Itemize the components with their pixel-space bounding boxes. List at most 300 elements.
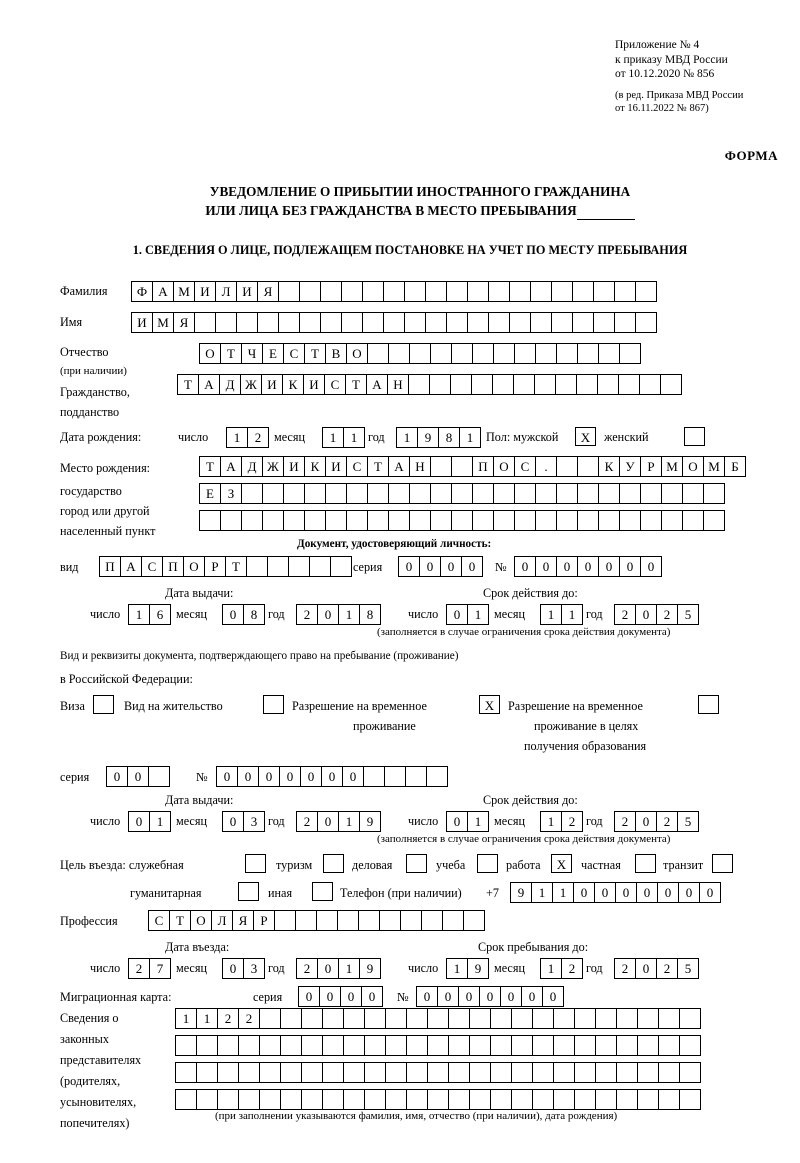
char-box[interactable]: П (99, 556, 121, 577)
char-box[interactable] (635, 312, 657, 333)
char-box[interactable] (426, 766, 448, 787)
char-box[interactable] (175, 1062, 197, 1083)
char-box[interactable]: 0 (317, 604, 339, 625)
char-box[interactable]: 1 (175, 1008, 197, 1029)
char-box[interactable] (530, 312, 552, 333)
char-box[interactable]: 1 (467, 811, 489, 832)
char-box[interactable] (299, 312, 321, 333)
char-box[interactable]: 0 (521, 986, 543, 1007)
char-box[interactable] (346, 510, 368, 531)
char-box[interactable] (341, 312, 363, 333)
char-box[interactable] (309, 556, 331, 577)
char-box[interactable]: 0 (699, 882, 721, 903)
stay-until-year-boxes[interactable] (614, 958, 698, 979)
char-box[interactable]: 1 (459, 427, 481, 448)
char-box[interactable]: И (236, 281, 258, 302)
char-box[interactable]: А (120, 556, 142, 577)
char-box[interactable] (553, 1035, 575, 1056)
char-box[interactable]: 1 (540, 958, 562, 979)
char-box[interactable] (385, 1008, 407, 1029)
char-box[interactable] (532, 1035, 554, 1056)
char-box[interactable] (448, 1089, 470, 1110)
char-box[interactable]: Б (724, 456, 746, 477)
surname-boxes[interactable] (131, 281, 656, 302)
char-box[interactable]: 0 (573, 882, 595, 903)
char-box[interactable]: Т (220, 343, 242, 364)
char-box[interactable] (425, 312, 447, 333)
char-box[interactable] (299, 281, 321, 302)
char-box[interactable]: 8 (359, 604, 381, 625)
char-box[interactable]: 0 (419, 556, 441, 577)
char-box[interactable] (619, 510, 641, 531)
char-box[interactable]: 0 (258, 766, 280, 787)
char-box[interactable]: Т (177, 374, 199, 395)
char-box[interactable]: 0 (635, 958, 657, 979)
char-box[interactable]: 0 (416, 986, 438, 1007)
char-box[interactable]: 0 (321, 766, 343, 787)
char-box[interactable] (427, 1035, 449, 1056)
char-box[interactable] (451, 483, 473, 504)
char-box[interactable] (572, 281, 594, 302)
char-box[interactable] (283, 510, 305, 531)
char-box[interactable]: Я (257, 281, 279, 302)
char-box[interactable]: Р (640, 456, 662, 477)
char-box[interactable] (532, 1089, 554, 1110)
char-box[interactable] (220, 510, 242, 531)
char-box[interactable]: С (148, 910, 170, 931)
char-box[interactable] (553, 1008, 575, 1029)
char-box[interactable] (574, 1089, 596, 1110)
char-box[interactable]: 2 (561, 811, 583, 832)
char-box[interactable]: А (198, 374, 220, 395)
mcard-series-boxes[interactable] (298, 986, 382, 1007)
char-box[interactable]: Я (173, 312, 195, 333)
char-box[interactable] (175, 1089, 197, 1110)
char-box[interactable] (280, 1035, 302, 1056)
residence-checkbox[interactable] (263, 695, 284, 714)
char-box[interactable] (346, 483, 368, 504)
char-box[interactable] (556, 343, 578, 364)
char-box[interactable] (451, 456, 473, 477)
char-box[interactable] (343, 1008, 365, 1029)
char-box[interactable]: 2 (217, 1008, 239, 1029)
char-box[interactable] (325, 483, 347, 504)
char-box[interactable]: 0 (440, 556, 462, 577)
stay-until-day-boxes[interactable] (446, 958, 488, 979)
char-box[interactable] (406, 1008, 428, 1029)
char-box[interactable] (364, 1008, 386, 1029)
char-box[interactable] (388, 483, 410, 504)
char-box[interactable]: 0 (500, 986, 522, 1007)
profession-boxes[interactable] (148, 910, 484, 931)
char-box[interactable]: 2 (656, 958, 678, 979)
char-box[interactable] (409, 483, 431, 504)
birth-year-boxes[interactable] (396, 427, 480, 448)
char-box[interactable]: 9 (467, 958, 489, 979)
char-box[interactable]: 0 (222, 958, 244, 979)
char-box[interactable] (267, 556, 289, 577)
char-box[interactable] (448, 1008, 470, 1029)
char-box[interactable] (301, 1008, 323, 1029)
char-box[interactable] (556, 456, 578, 477)
doc-issue-year-boxes[interactable] (296, 604, 380, 625)
char-box[interactable] (534, 374, 556, 395)
char-box[interactable]: С (514, 456, 536, 477)
doc-valid-day-boxes[interactable] (446, 604, 488, 625)
char-box[interactable]: 9 (359, 811, 381, 832)
visa-checkbox[interactable] (93, 695, 114, 714)
char-box[interactable]: 5 (677, 958, 699, 979)
char-box[interactable] (364, 1035, 386, 1056)
char-box[interactable]: Т (169, 910, 191, 931)
char-box[interactable] (262, 483, 284, 504)
char-box[interactable]: 6 (149, 604, 171, 625)
char-box[interactable] (660, 374, 682, 395)
char-box[interactable] (577, 343, 599, 364)
char-box[interactable] (385, 1089, 407, 1110)
char-box[interactable] (383, 312, 405, 333)
char-box[interactable] (637, 1062, 659, 1083)
char-box[interactable]: 0 (279, 766, 301, 787)
char-box[interactable] (576, 374, 598, 395)
char-box[interactable] (467, 281, 489, 302)
char-box[interactable]: 1 (467, 604, 489, 625)
char-box[interactable] (367, 343, 389, 364)
char-box[interactable] (295, 910, 317, 931)
edu-residence-checkbox[interactable] (698, 695, 719, 714)
char-box[interactable]: 2 (656, 811, 678, 832)
char-box[interactable] (511, 1089, 533, 1110)
char-box[interactable]: 0 (106, 766, 128, 787)
char-box[interactable] (572, 312, 594, 333)
char-box[interactable]: Л (211, 910, 233, 931)
char-box[interactable]: 0 (678, 882, 700, 903)
char-box[interactable] (405, 766, 427, 787)
char-box[interactable]: Л (215, 281, 237, 302)
char-box[interactable] (385, 1062, 407, 1083)
char-box[interactable]: А (388, 456, 410, 477)
char-box[interactable]: 0 (635, 604, 657, 625)
char-box[interactable] (463, 910, 485, 931)
birth-month-boxes[interactable] (322, 427, 364, 448)
char-box[interactable] (595, 1008, 617, 1029)
temp-residence-checkbox[interactable]: X (479, 695, 500, 714)
char-box[interactable]: 0 (222, 604, 244, 625)
char-box[interactable] (488, 281, 510, 302)
char-box[interactable] (362, 312, 384, 333)
char-box[interactable] (199, 510, 221, 531)
char-box[interactable] (446, 281, 468, 302)
char-box[interactable]: 0 (514, 556, 536, 577)
purpose-private-checkbox[interactable] (635, 854, 656, 873)
phone-boxes[interactable] (510, 882, 720, 903)
char-box[interactable]: 1 (531, 882, 553, 903)
char-box[interactable]: 0 (640, 556, 662, 577)
char-box[interactable] (555, 374, 577, 395)
char-box[interactable]: Е (199, 483, 221, 504)
char-box[interactable]: О (190, 910, 212, 931)
char-box[interactable] (241, 483, 263, 504)
char-box[interactable] (472, 343, 494, 364)
char-box[interactable] (217, 1062, 239, 1083)
stay-valid-month-boxes[interactable] (540, 811, 582, 832)
char-box[interactable] (618, 374, 640, 395)
char-box[interactable] (614, 281, 636, 302)
char-box[interactable] (661, 510, 683, 531)
purpose-other-checkbox[interactable] (312, 882, 333, 901)
char-box[interactable] (658, 1062, 680, 1083)
char-box[interactable] (304, 483, 326, 504)
char-box[interactable] (278, 281, 300, 302)
char-box[interactable] (320, 312, 342, 333)
char-box[interactable] (679, 1089, 701, 1110)
char-box[interactable] (553, 1089, 575, 1110)
stay-valid-day-boxes[interactable] (446, 811, 488, 832)
char-box[interactable]: Т (345, 374, 367, 395)
char-box[interactable] (430, 510, 452, 531)
char-box[interactable]: 0 (298, 986, 320, 1007)
char-box[interactable] (593, 312, 615, 333)
char-box[interactable] (679, 1035, 701, 1056)
birthplace-line-1-boxes[interactable] (199, 456, 745, 477)
char-box[interactable] (598, 510, 620, 531)
char-box[interactable] (493, 483, 515, 504)
char-box[interactable]: К (282, 374, 304, 395)
char-box[interactable] (616, 1035, 638, 1056)
char-box[interactable] (425, 281, 447, 302)
char-box[interactable]: 1 (540, 604, 562, 625)
char-box[interactable]: 0 (619, 556, 641, 577)
char-box[interactable]: Я (232, 910, 254, 931)
char-box[interactable]: 1 (338, 604, 360, 625)
char-box[interactable] (493, 343, 515, 364)
doc-issue-month-boxes[interactable] (222, 604, 264, 625)
char-box[interactable]: М (703, 456, 725, 477)
char-box[interactable] (196, 1035, 218, 1056)
char-box[interactable] (513, 374, 535, 395)
char-box[interactable]: 1 (343, 427, 365, 448)
char-box[interactable] (383, 281, 405, 302)
char-box[interactable] (421, 910, 443, 931)
char-box[interactable] (400, 910, 422, 931)
citizenship-boxes[interactable] (177, 374, 681, 395)
char-box[interactable] (640, 483, 662, 504)
char-box[interactable] (238, 1035, 260, 1056)
char-box[interactable] (619, 483, 641, 504)
char-box[interactable]: 0 (446, 811, 468, 832)
char-box[interactable]: 2 (128, 958, 150, 979)
char-box[interactable]: В (325, 343, 347, 364)
char-box[interactable] (320, 281, 342, 302)
char-box[interactable]: Д (241, 456, 263, 477)
char-box[interactable]: И (283, 456, 305, 477)
char-box[interactable]: 0 (128, 811, 150, 832)
char-box[interactable] (406, 1062, 428, 1083)
purpose-tourism-checkbox[interactable] (323, 854, 344, 873)
char-box[interactable] (595, 1062, 617, 1083)
char-box[interactable] (551, 312, 573, 333)
char-box[interactable] (490, 1035, 512, 1056)
char-box[interactable] (430, 483, 452, 504)
char-box[interactable] (278, 312, 300, 333)
char-box[interactable] (384, 766, 406, 787)
char-box[interactable]: Т (199, 456, 221, 477)
char-box[interactable]: 2 (296, 811, 318, 832)
char-box[interactable] (511, 1008, 533, 1029)
char-box[interactable]: 1 (338, 958, 360, 979)
char-box[interactable]: Т (304, 343, 326, 364)
name-boxes[interactable] (131, 312, 656, 333)
char-box[interactable]: О (199, 343, 221, 364)
char-box[interactable] (616, 1089, 638, 1110)
char-box[interactable]: 0 (542, 986, 564, 1007)
char-box[interactable]: М (661, 456, 683, 477)
char-box[interactable]: И (325, 456, 347, 477)
mcard-number-boxes[interactable] (416, 986, 563, 1007)
char-box[interactable]: 0 (535, 556, 557, 577)
char-box[interactable]: 0 (127, 766, 149, 787)
char-box[interactable] (469, 1089, 491, 1110)
char-box[interactable] (598, 343, 620, 364)
char-box[interactable]: 0 (615, 882, 637, 903)
birthplace-line-3-boxes[interactable] (199, 510, 724, 531)
char-box[interactable] (597, 374, 619, 395)
char-box[interactable]: 0 (461, 556, 483, 577)
char-box[interactable] (679, 1008, 701, 1029)
char-box[interactable] (364, 1089, 386, 1110)
char-box[interactable] (556, 483, 578, 504)
char-box[interactable]: 0 (317, 811, 339, 832)
char-box[interactable] (469, 1035, 491, 1056)
char-box[interactable] (316, 910, 338, 931)
sex-female-checkbox[interactable] (684, 427, 705, 446)
char-box[interactable]: С (141, 556, 163, 577)
char-box[interactable] (194, 312, 216, 333)
char-box[interactable] (430, 456, 452, 477)
char-box[interactable] (175, 1035, 197, 1056)
char-box[interactable]: К (598, 456, 620, 477)
char-box[interactable]: П (472, 456, 494, 477)
doc-number-boxes[interactable] (514, 556, 661, 577)
char-box[interactable]: 0 (446, 604, 468, 625)
char-box[interactable]: О (493, 456, 515, 477)
char-box[interactable] (490, 1008, 512, 1029)
char-box[interactable]: И (131, 312, 153, 333)
char-box[interactable]: 3 (243, 958, 265, 979)
char-box[interactable] (408, 374, 430, 395)
char-box[interactable] (325, 510, 347, 531)
char-box[interactable] (404, 281, 426, 302)
char-box[interactable] (619, 343, 641, 364)
char-box[interactable]: С (283, 343, 305, 364)
char-box[interactable]: 2 (656, 604, 678, 625)
char-box[interactable] (343, 1062, 365, 1083)
char-box[interactable] (598, 483, 620, 504)
char-box[interactable] (614, 312, 636, 333)
char-box[interactable] (467, 312, 489, 333)
char-box[interactable]: Р (253, 910, 275, 931)
char-box[interactable] (595, 1035, 617, 1056)
char-box[interactable]: И (261, 374, 283, 395)
legal-rep-row-2-boxes[interactable] (175, 1035, 700, 1056)
char-box[interactable] (274, 910, 296, 931)
char-box[interactable] (553, 1062, 575, 1083)
char-box[interactable] (679, 1062, 701, 1083)
char-box[interactable] (658, 1089, 680, 1110)
stay-series-boxes[interactable] (106, 766, 169, 787)
char-box[interactable] (304, 510, 326, 531)
char-box[interactable] (530, 281, 552, 302)
char-box[interactable] (236, 312, 258, 333)
char-box[interactable] (532, 1062, 554, 1083)
char-box[interactable] (367, 510, 389, 531)
char-box[interactable]: С (346, 456, 368, 477)
char-box[interactable]: 9 (417, 427, 439, 448)
char-box[interactable] (577, 510, 599, 531)
char-box[interactable]: А (220, 456, 242, 477)
char-box[interactable]: 0 (635, 811, 657, 832)
char-box[interactable]: 0 (361, 986, 383, 1007)
legal-rep-row-1-boxes[interactable] (175, 1008, 700, 1029)
char-box[interactable] (343, 1035, 365, 1056)
char-box[interactable] (429, 374, 451, 395)
char-box[interactable]: 0 (437, 986, 459, 1007)
char-box[interactable] (661, 483, 683, 504)
char-box[interactable] (427, 1089, 449, 1110)
patronymic-boxes[interactable] (199, 343, 640, 364)
char-box[interactable]: 0 (458, 986, 480, 1007)
char-box[interactable] (259, 1089, 281, 1110)
char-box[interactable]: И (194, 281, 216, 302)
char-box[interactable]: 0 (340, 986, 362, 1007)
char-box[interactable] (330, 556, 352, 577)
char-box[interactable]: 0 (577, 556, 599, 577)
char-box[interactable] (637, 1008, 659, 1029)
char-box[interactable]: 1 (322, 427, 344, 448)
char-box[interactable]: К (304, 456, 326, 477)
stay-number-boxes[interactable] (216, 766, 447, 787)
char-box[interactable] (358, 910, 380, 931)
char-box[interactable] (574, 1008, 596, 1029)
char-box[interactable] (406, 1089, 428, 1110)
char-box[interactable]: 1 (226, 427, 248, 448)
char-box[interactable]: Ж (262, 456, 284, 477)
char-box[interactable] (514, 510, 536, 531)
char-box[interactable] (262, 510, 284, 531)
char-box[interactable] (703, 483, 725, 504)
char-box[interactable] (635, 281, 657, 302)
char-box[interactable]: 0 (556, 556, 578, 577)
char-box[interactable]: 3 (243, 811, 265, 832)
stay-valid-year-boxes[interactable] (614, 811, 698, 832)
char-box[interactable]: 1 (128, 604, 150, 625)
birth-day-boxes[interactable] (226, 427, 268, 448)
char-box[interactable]: 0 (300, 766, 322, 787)
char-box[interactable] (595, 1089, 617, 1110)
char-box[interactable] (451, 343, 473, 364)
stay-until-month-boxes[interactable] (540, 958, 582, 979)
char-box[interactable] (409, 343, 431, 364)
char-box[interactable] (535, 483, 557, 504)
stay-issue-month-boxes[interactable] (222, 811, 264, 832)
purpose-humanitarian-checkbox[interactable] (238, 882, 259, 901)
char-box[interactable] (215, 312, 237, 333)
char-box[interactable] (574, 1062, 596, 1083)
char-box[interactable] (388, 510, 410, 531)
char-box[interactable]: 7 (149, 958, 171, 979)
char-box[interactable]: П (162, 556, 184, 577)
char-box[interactable]: Ч (241, 343, 263, 364)
